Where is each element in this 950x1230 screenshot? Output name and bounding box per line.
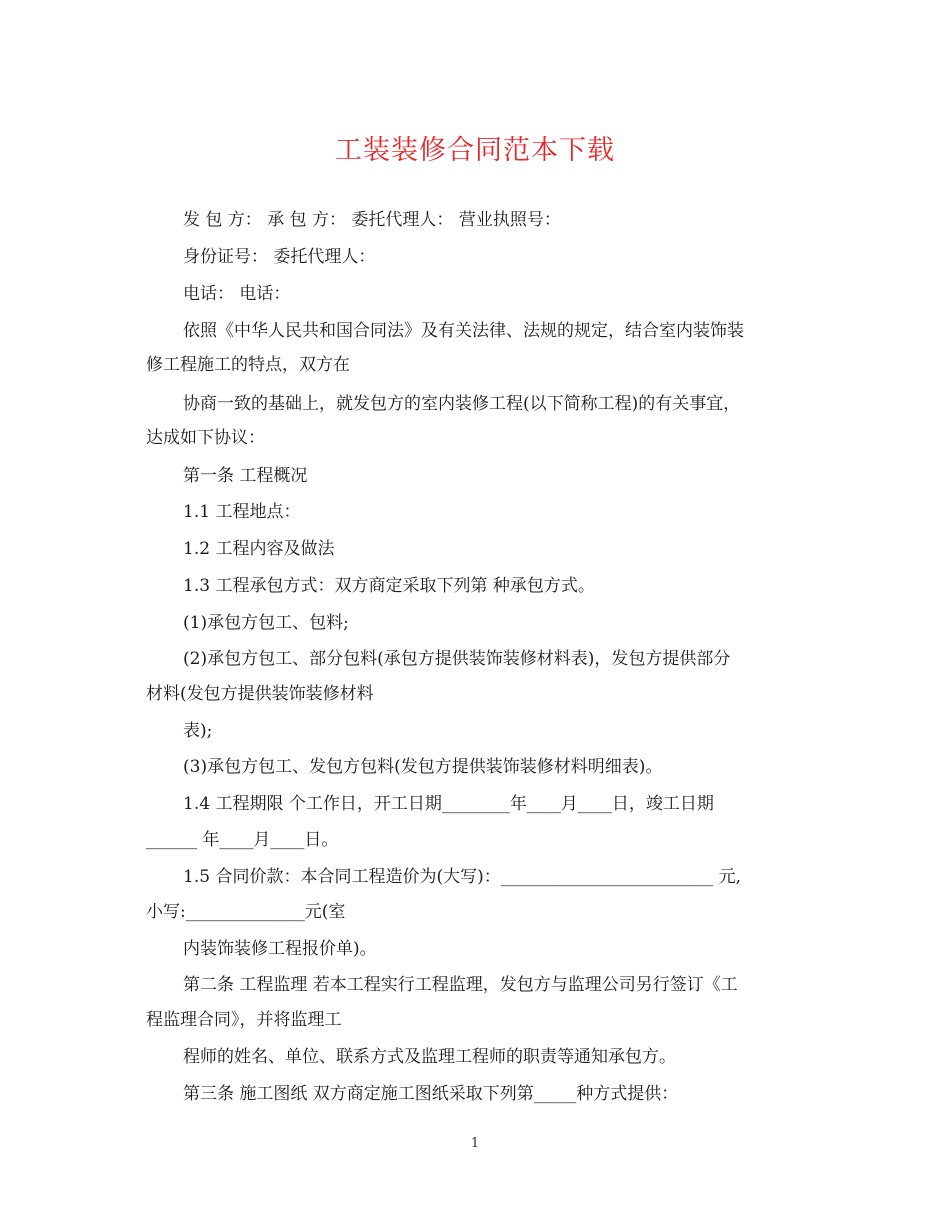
clause-line: ______ 年____月____日。 bbox=[146, 830, 339, 850]
party-info-line: 发 包 方： 承 包 方： 委托代理人： 营业执照号： bbox=[183, 210, 561, 230]
clause-line: 1.2 工程内容及做法 bbox=[183, 539, 335, 559]
clause-line: 1.1 工程地点： bbox=[183, 502, 301, 522]
clause-line: 程师的姓名、单位、联系方式及监理工程师的职责等通知承包方。 bbox=[183, 1047, 676, 1067]
clause-line: 1.3 工程承包方式：双方商定采取下列第 种承包方式。 bbox=[183, 576, 595, 596]
clause-line: 1.4 工程期限 个工作日，开工日期________年____月____日，竣工日期 bbox=[183, 794, 714, 814]
clause-line: (3)承包方包工、发包方包料(发包方提供装饰装修材料明细表)。 bbox=[183, 757, 663, 777]
clause-line: (2)承包方包工、部分包料(承包方提供装饰装修材料表)，发包方提供部分 bbox=[183, 649, 731, 669]
paragraph-line: 达成如下协议： bbox=[146, 428, 265, 448]
clause-line: 小写:______________元(室 bbox=[146, 902, 346, 922]
clause-line: 表); bbox=[183, 721, 213, 741]
section-heading: 第一条 工程概况 bbox=[183, 466, 308, 486]
page-number: 1 bbox=[470, 1136, 480, 1151]
clause-line: 程监理合同》，并将监理工 bbox=[146, 1010, 342, 1030]
clause-line: 材料(发包方提供装饰装修材料 bbox=[146, 684, 374, 704]
clause-line: (1)承包方包工、包料; bbox=[183, 613, 349, 633]
phone-line: 电话： 电话： bbox=[183, 284, 291, 304]
paragraph-line: 协商一致的基础上，就发包方的室内装修工程(以下简称工程)的有关事宜， bbox=[183, 394, 741, 414]
paragraph-line: 修工程施工的特点，双方在 bbox=[146, 355, 350, 375]
paragraph-line: 依照《中华人民共和国合同法》及有关法律、法规的规定，结合室内装饰装 bbox=[183, 321, 744, 341]
section-heading: 第二条 工程监理 若本工程实行工程监理，发包方与监理公司另行签订《工 bbox=[183, 975, 738, 995]
id-info-line: 身份证号： 委托代理人： bbox=[183, 247, 376, 267]
clause-line: 1.5 合同价款：本合同工程造价为(大写)：_________________________ 元, bbox=[183, 867, 742, 887]
clause-line: 内装饰装修工程报价单)。 bbox=[183, 939, 377, 959]
section-heading: 第三条 施工图纸 双方商定施工图纸采取下列第_____种方式提供： bbox=[183, 1084, 679, 1104]
document-title: 工装装修合同范本下载 bbox=[335, 135, 615, 166]
